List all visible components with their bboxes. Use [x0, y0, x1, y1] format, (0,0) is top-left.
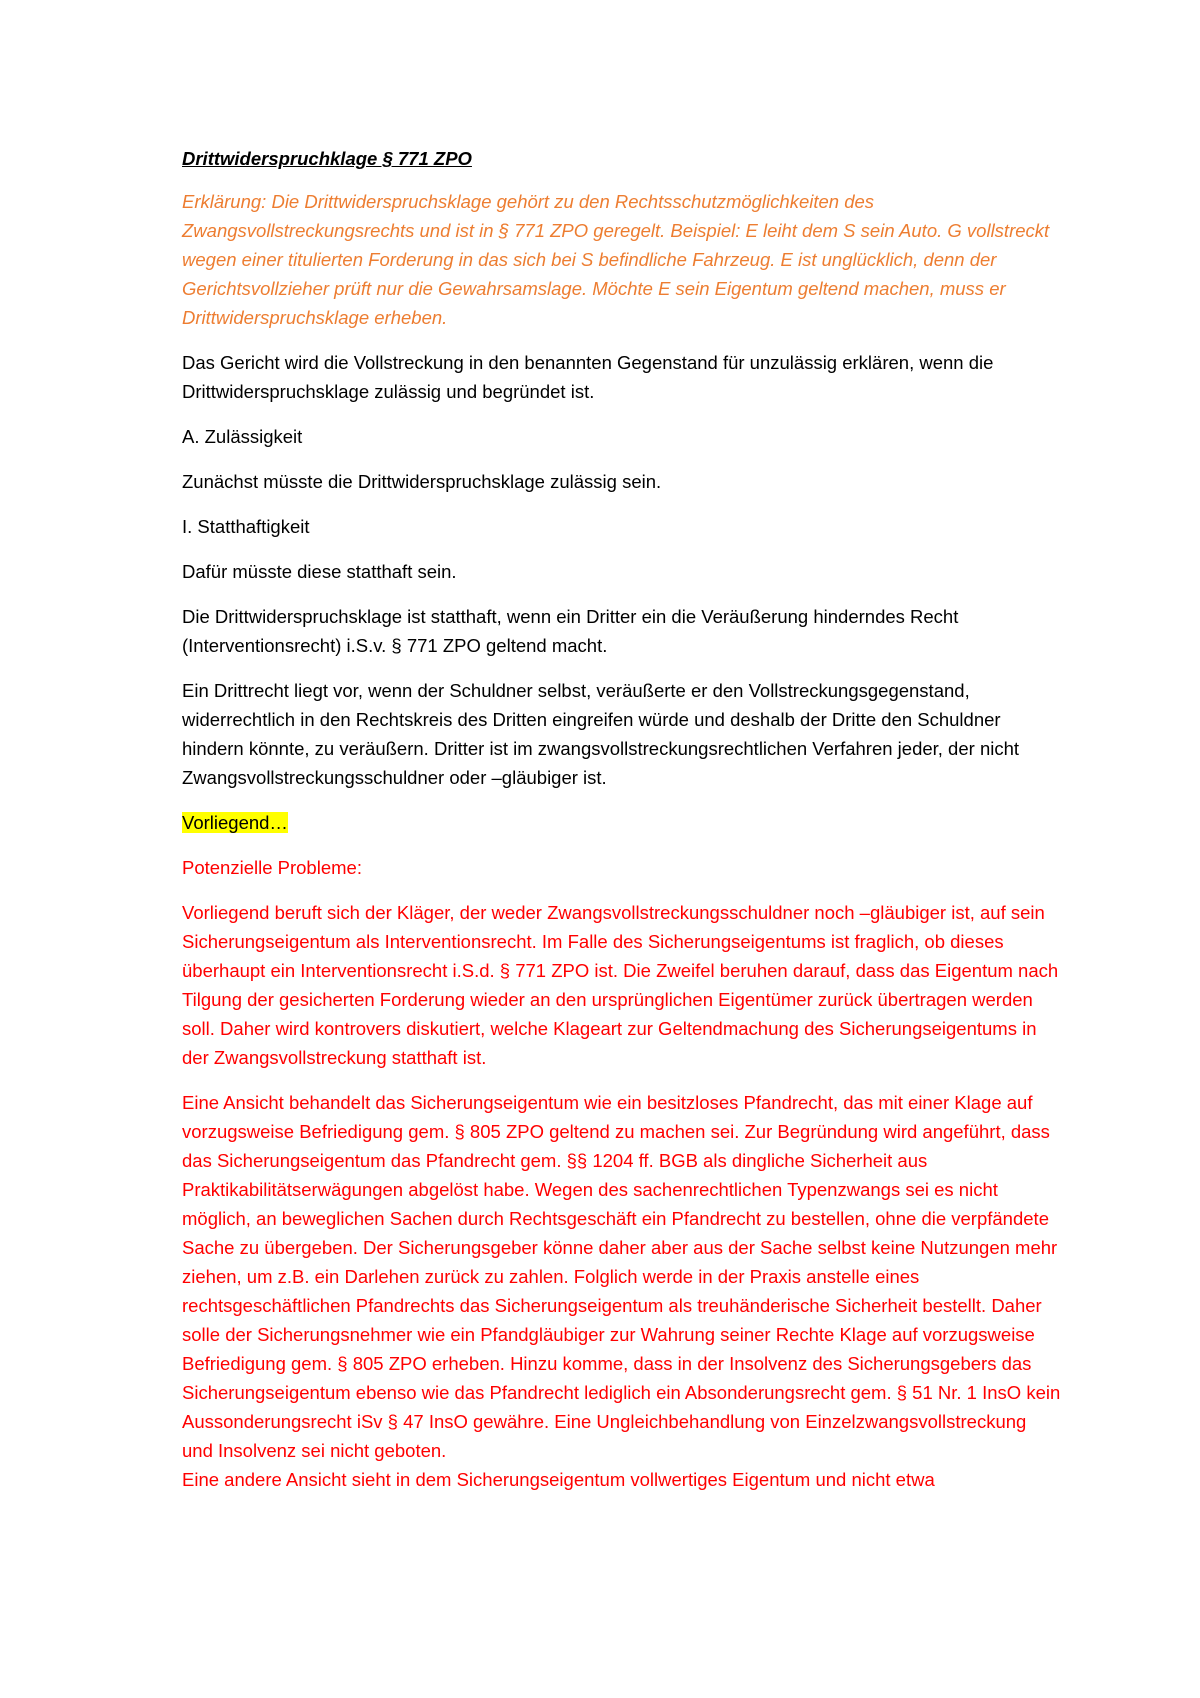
drittrecht-definition-paragraph: Ein Drittrecht liegt vor, wenn der Schuldner selbst, veräußerte er den Vollstreckungsgegenstand, widerrechtlich in den Rechtskreis des Dritten eingreifen würde und deshalb der Dritte den Schuldner hindern könnte, zu veräußern. Dritter ist im zwangsvollstreckungsrechtlichen Verfahren jeder, der nicht Zwangsvollstreckungsschuldner oder –gläubiger ist. [182, 680, 1020, 788]
document-body [182, 144, 1062, 1494]
statthaft-definition-paragraph: Die Drittwiderspruchsklage ist statthaft, wenn ein Dritter ein die Veräußerung hinderndes Recht (Interventionsrecht) i.S.v. § 771 ZPO geltend macht. [182, 606, 959, 656]
problems-paragraph-1: Vorliegend beruft sich der Kläger, der weder Zwangsvollstreckungsschuldner noch –gläubiger ist, auf sein Sicherungseigentum als Interventionsrecht. Im Falle des Sicherungseigentums ist fraglich, ob dieses überhaupt ein Interventionsrecht i.S.d. § 771 ZPO ist. Die Zweifel beruhen darauf, dass das Eigentum nach Tilgung der gesicherten Forderung wieder an den ursprünglichen Eigentümer zurück übertragen werden soll. Daher wird kontrovers diskutiert, welche Klageart zur Geltendmachung des Sicherungseigentums in der Zwangsvollstreckung statthaft ist. [182, 902, 1059, 1068]
problems-paragraph-2: Eine Ansicht behandelt das Sicherungseigentum wie ein besitzloses Pfandrecht, das mit einer Klage auf vorzugsweise Befriedigung gem. § 805 ZPO geltend zu machen sei. Zur Begründung wird angeführt, dass das Sicherungseigentum das Pfandrecht gem. §§ 1204 ff. BGB als dingliche Sicherheit aus Praktikabilitätserwägungen abgelöst habe. Wegen des sachenrechtlichen Typenzwangs sei es nicht möglich, an beweglichen Sachen durch Rechtsgeschäft ein Pfandrecht zu bestellen, ohne die verpfändete Sache zu übergeben. Der Sicherungsgeber könne daher aber aus der Sache selbst keine Nutzungen mehr ziehen, um z.B. ein Darlehen zurück zu zahlen. Folglich werde in der Praxis anstelle eines rechtsgeschäftlichen Pfandrechts das Sicherungseigentum als treuhänderische Sicherheit bestellt. Daher solle der Sicherungsnehmer wie ein Pfandgläubiger zur Wahrung seiner Rechte Klage auf vorzugsweise Befriedigung gem. § 805 ZPO erheben. Hinzu komme, dass in der Insolvenz des Sicherungsgebers das Sicherungseigentum ebenso wie das Pfandrecht lediglich ein Absonderungsrecht gem. § 51 Nr. 1 InsO kein Aussonderungsrecht iSv § 47 InsO gewähre. Eine Ungleichbehandlung von Einzelzwangsvollstreckung und Insolvenz sei nicht geboten. [182, 1092, 1061, 1461]
problems-heading: Potenzielle Probleme: [182, 857, 362, 878]
highlighted-text: Vorliegend… [182, 812, 288, 833]
explanation-paragraph: Erklärung: Die Drittwiderspruchsklage gehört zu den Rechtsschutzmöglichkeiten des Zwangsvollstreckungsrechts und ist in § 771 ZPO geregelt. Beispiel: E leiht dem S sein Auto. G vollstreckt wegen einer titulierten Forderung in das sich bei S befindliche Fahrzeug. E ist unglücklich, denn der Gerichtsvollzieher prüft nur die Gewahrsamslage. Möchte E sein Eigentum geltend machen, muss er Drittwiderspruchsklage erheben. [182, 191, 1050, 328]
vorliegend-paragraph [182, 808, 1062, 837]
document-title: Drittwiderspruchklage § 771 ZPO [182, 148, 472, 169]
problems-paragraph-3: Eine andere Ansicht sieht in dem Sicherungseigentum vollwertiges Eigentum und nicht etwa [182, 1469, 935, 1490]
heading-zulaessigkeit: A. Zulässigkeit [182, 426, 303, 447]
heading-statthaftigkeit: I. Statthaftigkeit [182, 516, 310, 537]
intro-paragraph: Das Gericht wird die Vollstreckung in den benannten Gegenstand für unzulässig erklären, wenn die Drittwiderspruchsklage zulässig und begründet ist. [182, 352, 994, 402]
statthaft-paragraph: Dafür müsste diese statthaft sein. [182, 561, 457, 582]
zulaessigkeit-paragraph: Zunächst müsste die Drittwiderspruchsklage zulässig sein. [182, 471, 662, 492]
